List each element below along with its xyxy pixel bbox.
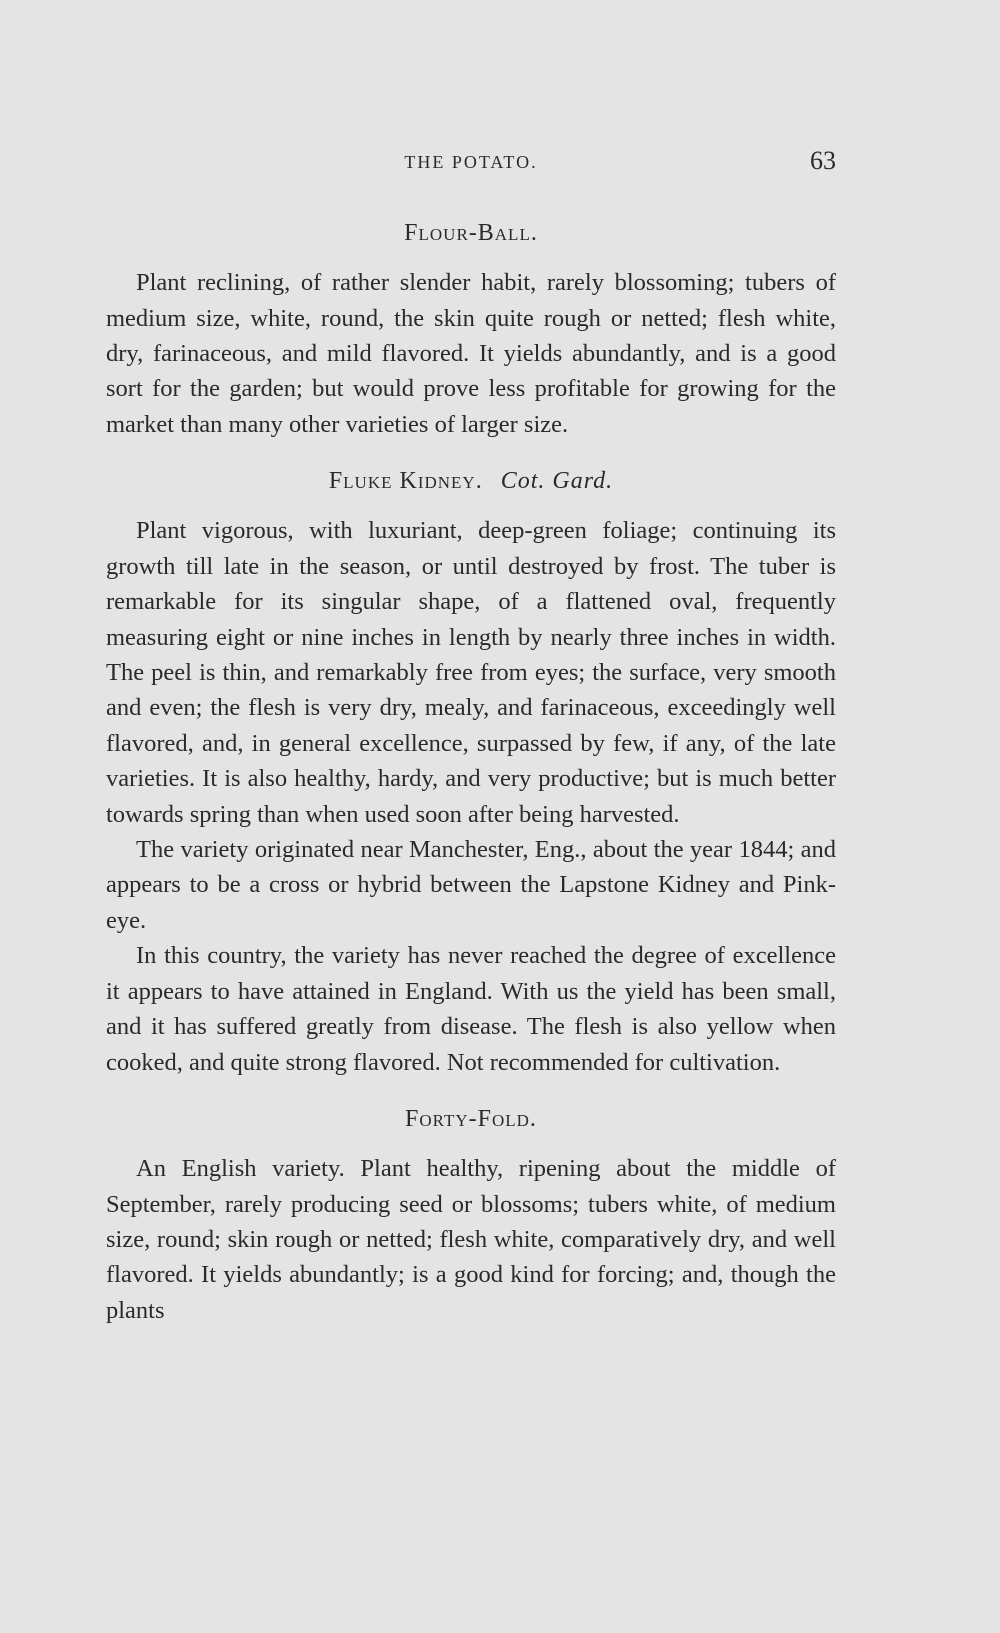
paragraph: Plant reclining, of rather slender habit, rarely blossoming; tubers of medium size, white, round, the skin quite rough or netted; flesh white, dry, farinaceous, and mild flavored. It yields abundantly, and is a good sort for the garden; but would prove less profitable for growing for the market than many other varieties of larger size. (106, 269, 836, 438)
heading-citation: Cot. Gard. (500, 468, 614, 495)
paragraph: In this country, the variety has never reached the degree of excellence it appears to have attained in England. With us the yield has been small, and it has suffered greatly from disease. The flesh is also yellow when cooked, and quite strong flavored. Not recommended for cultivation. (106, 942, 836, 1076)
heading-text: Flour-Ball. (404, 220, 538, 246)
page-number: 63 (810, 146, 836, 175)
section-forty-fold (106, 1104, 836, 1328)
section-fluke-kidney (106, 466, 836, 1080)
paragraph: An English variety. Plant healthy, ripening about the middle of September, rarely producing seed or blossoms; tubers white, of medium size, round; skin rough or netted; flesh white, comparatively dry, and well flavored. It yields abundantly; is a good kind for forcing; and, though the plants (106, 1155, 836, 1324)
paragraph: The variety originated near Manchester, Eng., about the year 1844; and appears to be a cross or hybrid between the Lapstone Kidney and Pink-eye. (106, 836, 836, 934)
book-page (106, 140, 836, 1352)
section-heading (106, 1104, 836, 1135)
heading-text: Fluke Kidney. (328, 468, 483, 495)
section-heading (106, 466, 836, 497)
heading-text: Forty-Fold. (405, 1105, 537, 1132)
running-head (106, 140, 836, 180)
section-flour-ball (106, 218, 836, 442)
section-heading (106, 218, 836, 249)
paragraph: Plant vigorous, with luxuriant, deep-green foliage; continuing its growth till late in the season, or until destroyed by frost. The tuber is remarkable for its singular shape, of a flattened oval, frequently measuring eight or nine inches in length by nearly three inches in width. The peel is thin, and remarkably free from eyes; the surface, very smooth and even; the flesh is very dry, mealy, and farinaceous, exceedingly well flavored, and, in general excellence, surpassed by few, if any, of the late varieties. It is also healthy, hardy, and very productive; but is much better towards spring than when used soon after being harvested. (106, 517, 836, 828)
running-title: THE POTATO. (404, 152, 538, 172)
